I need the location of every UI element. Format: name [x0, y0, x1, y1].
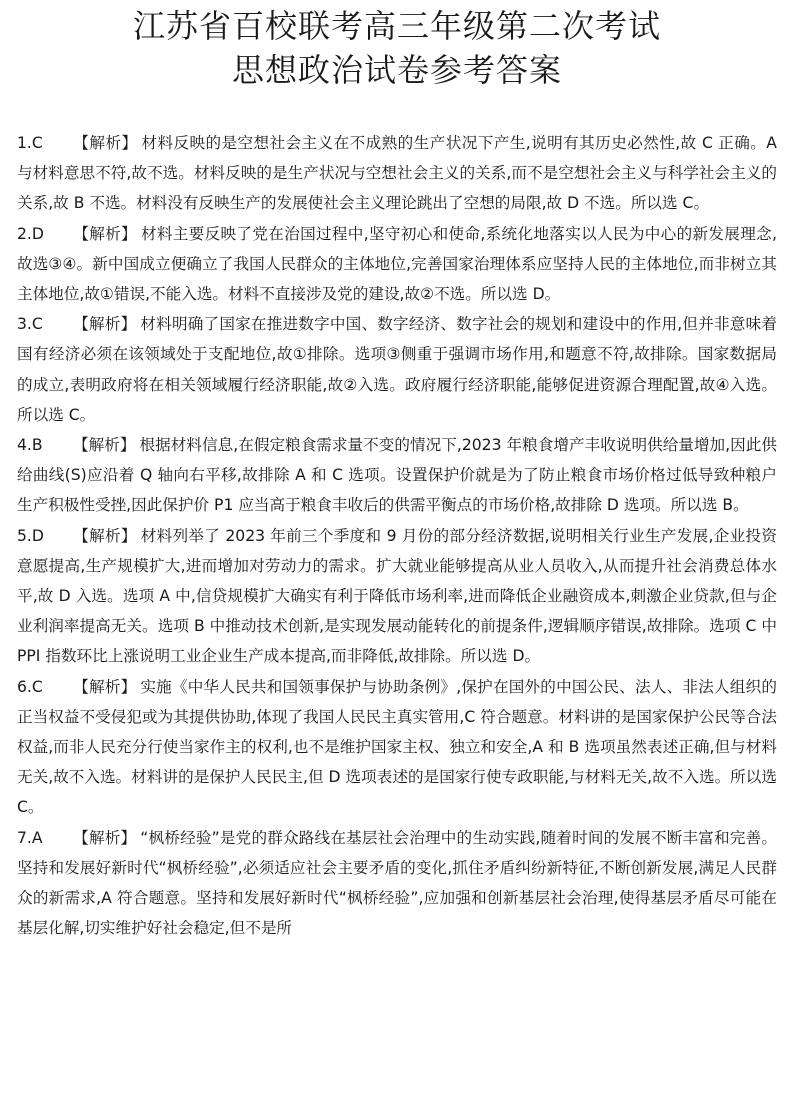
- answer-text: 材料明确了国家在推进数字中国、数字经济、数字社会的规划和建设中的作用,但并非意味着国有经济必须在该领域处于支配地位,故①排除。选项③侧重于强调市场作用,和题意不符,故排除。国家数据局的成立,表明政府将在相关领域履行经济职能,故②入选。政府履行经济职能,能够促进资源合理配置,故④入选。所以选 C。: [17, 315, 777, 424]
- analysis-tag: 【解析】: [73, 526, 137, 545]
- answer-text: 材料主要反映了党在治国过程中,坚守初心和使命,系统化地落实以人民为中心的新发展理念,故选③④。新中国成立便确立了我国人民群众的主体地位,完善国家治理体系应坚持人民的主体地位,而非树立其主体地位,故①错误,不能入选。材料不直接涉及党的建设,故②不选。所以选 D。: [17, 224, 777, 304]
- analysis-tag: 【解析】: [73, 828, 137, 847]
- analysis-tag: 【解析】: [73, 134, 138, 152]
- answer-number: 7.A: [17, 828, 43, 847]
- answer-text: “枫桥经验”是党的群众路线在基层社会治理中的生动实践,随着时间的发展不断丰富和完善。坚持和发展好新时代“枫桥经验”,必须适应社会主要矛盾的变化,抓住矛盾纠纷新特征,不断创新发展,满足人民群众的新需求,A 符合题意。坚持和发展好新时代“枫桥经验”,应加强和创新基层社会治理,使得基层矛盾尽可能在基层化解,切实维护好社会稳定,但不是所: [17, 828, 777, 938]
- document-title-line2: 思想政治试卷参考答案: [231, 51, 562, 89]
- answer-item-1: [17, 128, 777, 219]
- answer-number: 5.D: [17, 526, 44, 545]
- analysis-tag: 【解析】: [73, 436, 136, 455]
- answer-number: 6.C: [17, 677, 43, 696]
- answer-item-5: [17, 521, 777, 672]
- answer-number: 3.C: [17, 315, 43, 334]
- answer-item-7: [17, 823, 777, 944]
- answer-item-3: [17, 309, 777, 430]
- answer-text: 材料反映的是空想社会主义在不成熟的生产状况下产生,说明有其历史必然性,故 C 正确。A 与材料意思不符,故不选。材料反映的是生产状况与空想社会主义的关系,而不是空想社会主义与科学社会主义的关系,故 B 不选。材料没有反映生产的发展使社会主义理论跳出了空想的局限,故 D 不选。所以选 C。: [17, 134, 777, 213]
- answer-text: 实施《中华人民共和国领事保护与协助条例》,保护在国外的中国公民、法人、非法人组织的正当权益不受侵犯或为其提供协助,体现了我国人民民主真实管用,C 符合题意。材料讲的是国家保护公民等合法权益,而非人民充分行使当家作主的权利,也不是维护国家主权、独立和安全,A 和 B 选项虽然表述正确,但与材料无关,故不入选。材料讲的是保护人民民主,但 D 选项表述的是国家行使专政职能,与材料无关,故不入选。所以选 C。: [17, 677, 777, 817]
- answer-list: [17, 128, 777, 943]
- analysis-tag: 【解析】: [73, 677, 137, 696]
- answer-number: 2.D: [17, 224, 44, 243]
- answer-item-6: [17, 672, 777, 823]
- answer-number: 1.C: [17, 134, 43, 152]
- analysis-tag: 【解析】: [73, 224, 137, 243]
- answer-text: 材料列举了 2023 年前三个季度和 9 月份的部分经济数据,说明相关行业生产发展,企业投资意愿提高,生产规模扩大,进而增加对劳动力的需求。扩大就业能够提高从业人员收入,从而提升社会消费总体水平,故 D 入选。选项 A 中,信贷规模扩大确实有利于降低市场利率,进而降低企业融资成本,刺激企业贷款,但与企业利润率提高无关。选项 B 中推动技术创新,是实现发展动能转化的前提条件,逻辑顺序错误,故排除。选项 C 中 PPI 指数环比上涨说明工业企业生产成本提高,而非降低,故排除。所以选 D。: [17, 526, 777, 666]
- document-header: [0, 4, 794, 92]
- answer-item-2: [17, 219, 777, 310]
- answer-item-4: [17, 430, 777, 521]
- answer-number: 4.B: [17, 436, 43, 455]
- answer-text: 根据材料信息,在假定粮食需求量不变的情况下,2023 年粮食增产丰收说明供给量增加,因此供给曲线(S)应沿着 Q 轴向右平移,故排除 A 和 C 选项。设置保护价就是为了防止粮食市场价格过低导致种粮户生产积极性受挫,因此保护价 P1 应当高于粮食丰收后的供需平衡点的市场价格,故排除 D 选项。所以选 B。: [17, 436, 777, 515]
- analysis-tag: 【解析】: [73, 315, 137, 334]
- document-title-line1: 江苏省百校联考高三年级第二次考试: [132, 7, 661, 45]
